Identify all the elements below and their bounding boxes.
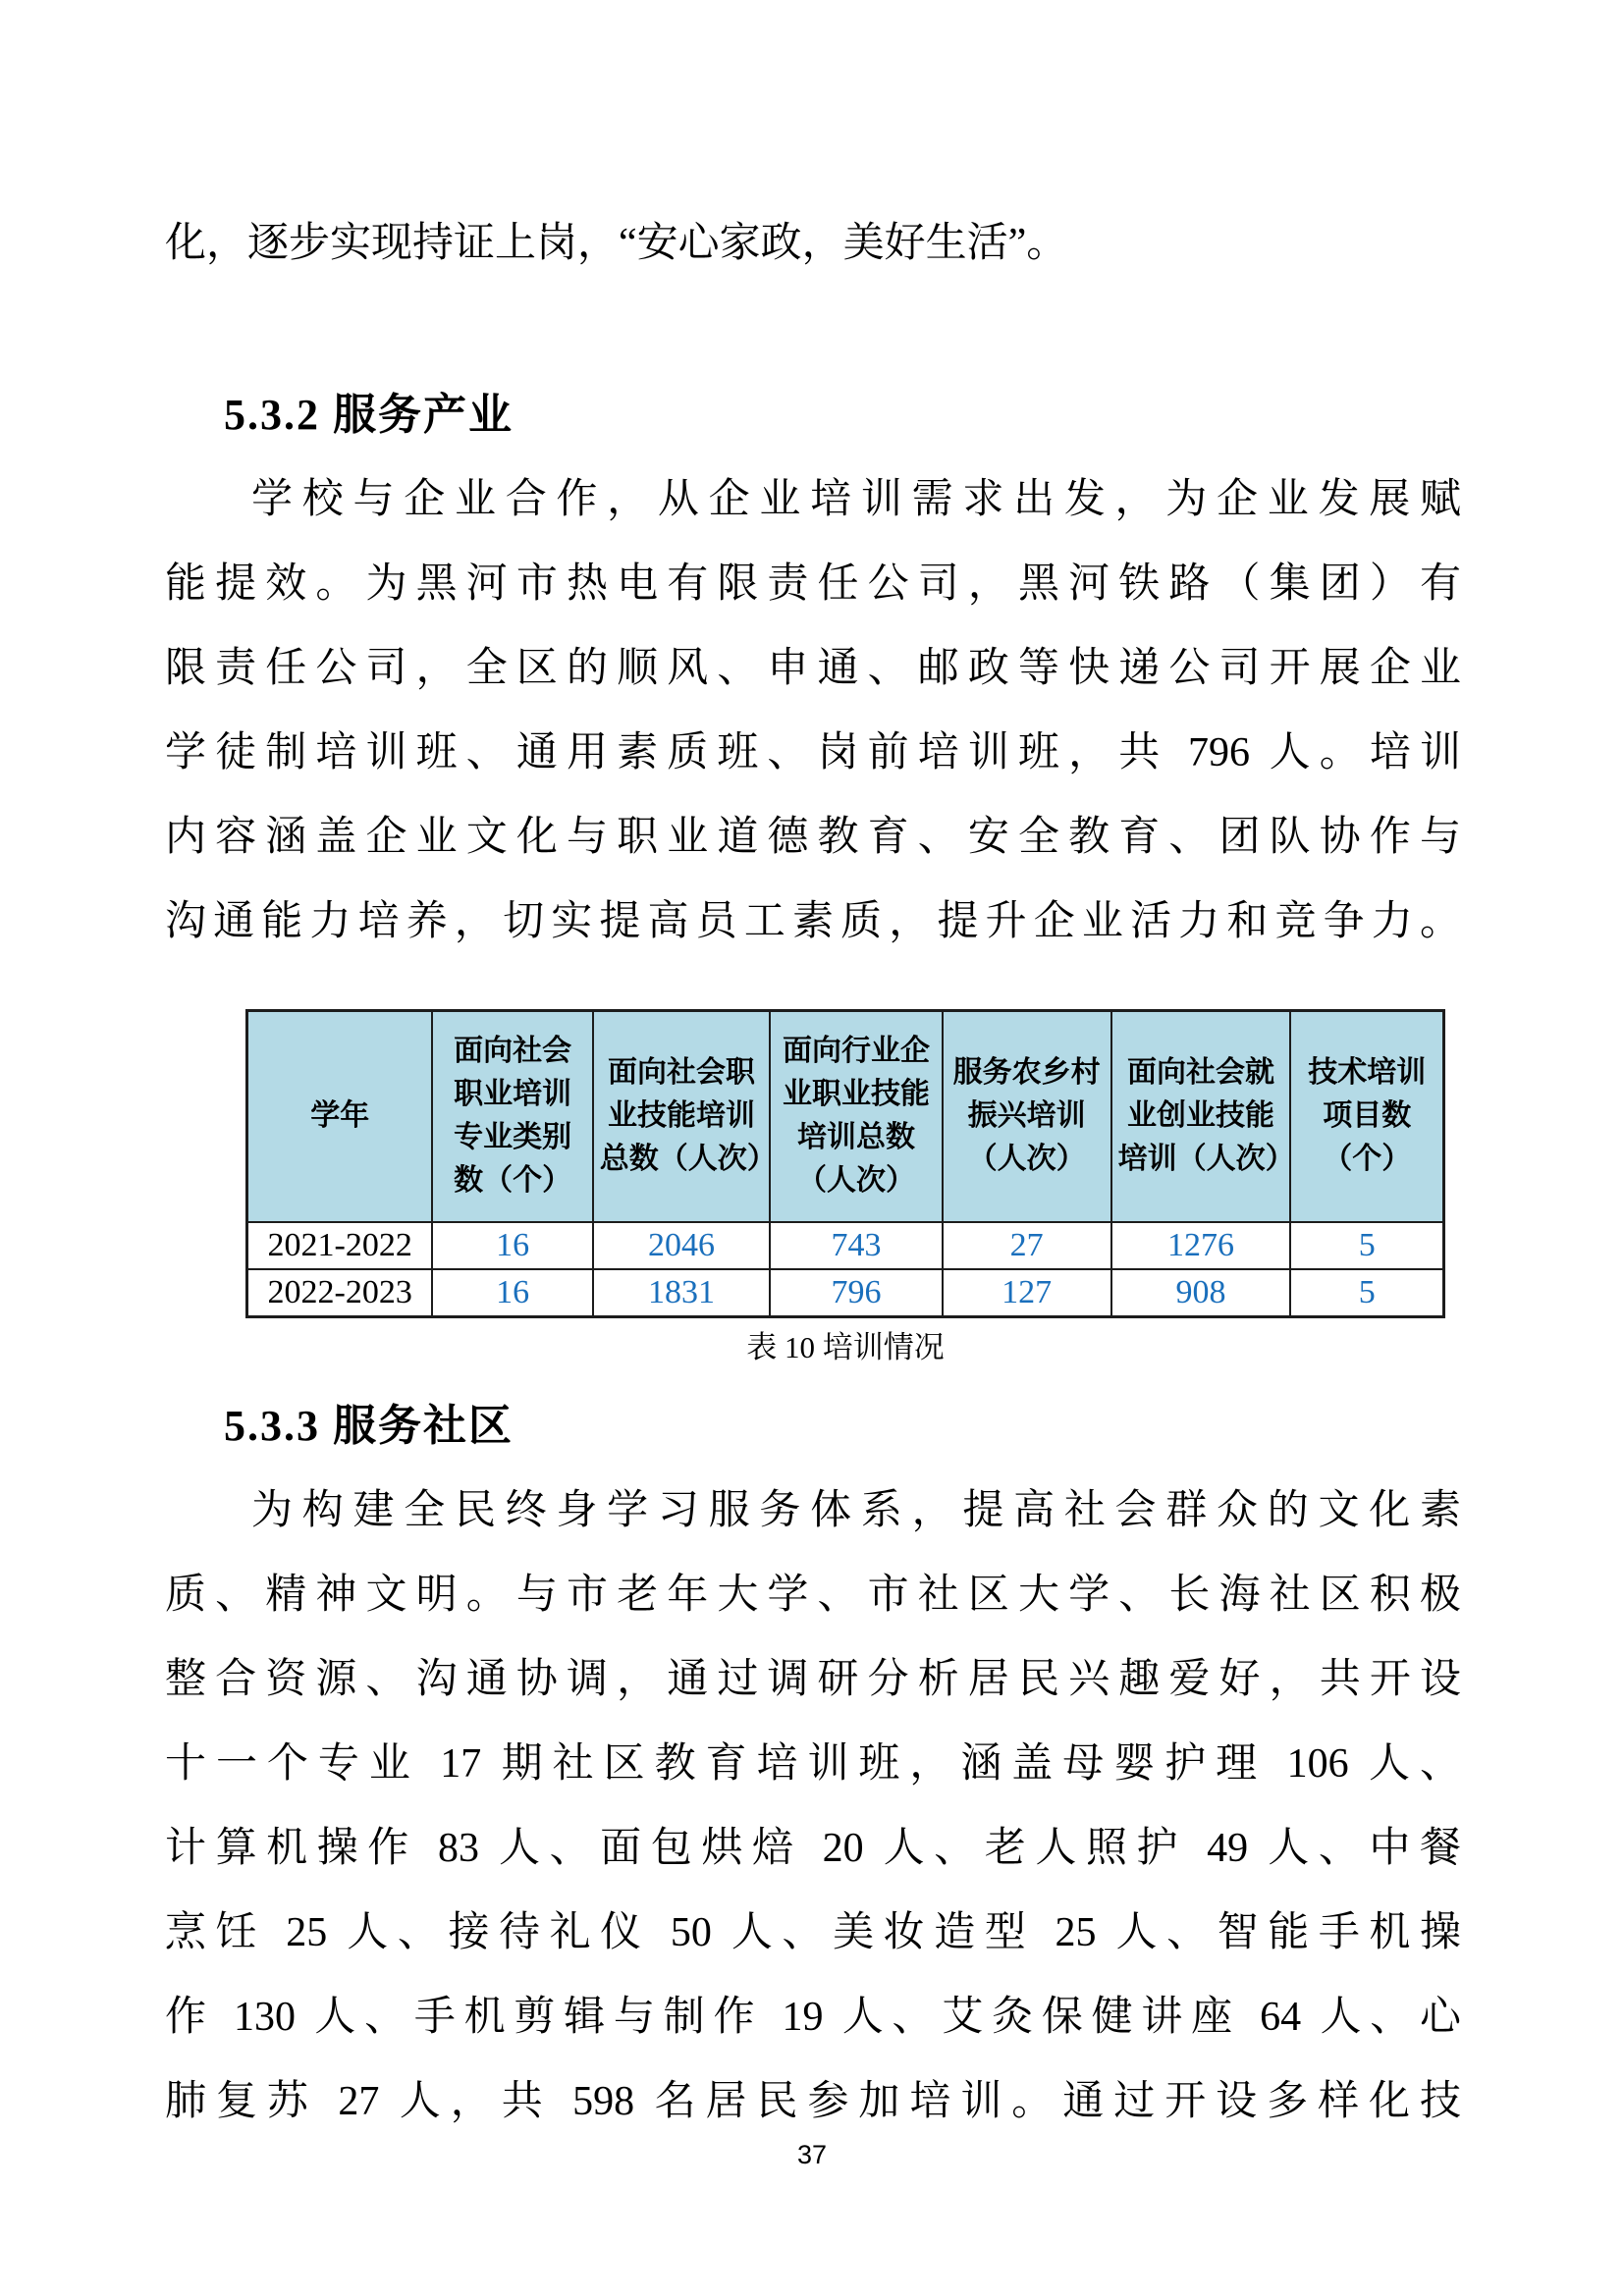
page-number: 37 (796, 2140, 828, 2169)
paragraph-line: 学徒制培训班、通用素质班、岗前培训班，共 796 人。培训 (165, 730, 1461, 775)
paragraph-line: 学校与企业合作，从企业培训需求出发，为企业发展赋 (251, 477, 1461, 522)
table-header-cell: 面向社会就业创业技能培训（人次） (1111, 1011, 1291, 1222)
paragraph-line: 作 130 人、手机剪辑与制作 19 人、艾灸保健讲座 64 人、心 (165, 1994, 1461, 2040)
paragraph-line: 沟通能力培养，切实提高员工素质，提升企业活力和竞争力。 (165, 899, 1461, 944)
table-value-cell: 27 (943, 1222, 1111, 1269)
paragraph-line: 整合资源、沟通协调，通过调研分析居民兴趣爱好，共开设 (165, 1656, 1461, 1702)
paragraph-line: 质、精神文明。与市老年大学、市社区大学、长海社区积极 (165, 1572, 1461, 1618)
table-header-row (247, 1011, 1444, 1222)
table-header-cell: 学年 (247, 1011, 433, 1222)
table-value-cell: 5 (1290, 1269, 1443, 1317)
table-year-cell: 2022-2023 (247, 1269, 433, 1317)
section-heading-532: 5.3.2 服务产业 (224, 391, 514, 439)
table-value-cell: 796 (770, 1269, 943, 1317)
paragraph-line: 化，逐步实现持证上岗，“安心家政，美好生活”。 (165, 221, 1068, 266)
table-year-cell: 2021-2022 (247, 1222, 433, 1269)
paragraph-line: 能提效。为黑河市热电有限责任公司，黑河铁路（集团）有 (165, 561, 1461, 607)
table-row (247, 1222, 1444, 1269)
table-value-cell: 127 (943, 1269, 1111, 1317)
table-row (247, 1269, 1444, 1317)
table-value-cell: 2046 (593, 1222, 770, 1269)
paragraph-line: 限责任公司，全区的顺风、申通、邮政等快递公司开展企业 (165, 646, 1461, 691)
table-header-cell: 面向社会职业培训专业类别数（个） (432, 1011, 592, 1222)
table-caption: 表 10 培训情况 (746, 1329, 945, 1364)
paragraph-line: 为构建全民终身学习服务体系，提高社会群众的文化素 (251, 1487, 1461, 1533)
table-value-cell: 743 (770, 1222, 943, 1269)
table-value-cell: 16 (432, 1269, 592, 1317)
table-value-cell: 1831 (593, 1269, 770, 1317)
table-value-cell: 1276 (1111, 1222, 1291, 1269)
table-header-cell: 面向行业企业职业技能培训总数 （人次） (770, 1011, 943, 1222)
training-table (245, 1009, 1445, 1318)
paragraph-533 (165, 1468, 1461, 2144)
paragraph-line: 计算机操作 83 人、面包烘焙 20 人、老人照护 49 人、中餐 (165, 1825, 1461, 1871)
table-header-cell: 面向社会职业技能培训总数（人次） (593, 1011, 770, 1222)
table-value-cell: 5 (1290, 1222, 1443, 1269)
table-header-cell: 服务农乡村振兴培训（人次） (943, 1011, 1111, 1222)
table-value-cell: 16 (432, 1222, 592, 1269)
paragraph-line: 烹饪 25 人、接待礼仪 50 人、美妆造型 25 人、智能手机操 (165, 1909, 1461, 1955)
paragraph-532 (165, 457, 1461, 964)
paragraph-line: 肺复苏 27 人，共 598 名居民参加培训。通过开设多样化技 (165, 2078, 1461, 2124)
paragraph-line: 内容涵盖企业文化与职业道德教育、安全教育、团队协作与 (165, 815, 1461, 860)
table-value-cell: 908 (1111, 1269, 1291, 1317)
paragraph-line: 十一个专业 17 期社区教育培训班，涵盖母婴护理 106 人、 (165, 1740, 1461, 1787)
table-header-cell: 技术培训项目数 （个） (1290, 1011, 1443, 1222)
section-heading-533: 5.3.3 服务社区 (224, 1401, 514, 1450)
